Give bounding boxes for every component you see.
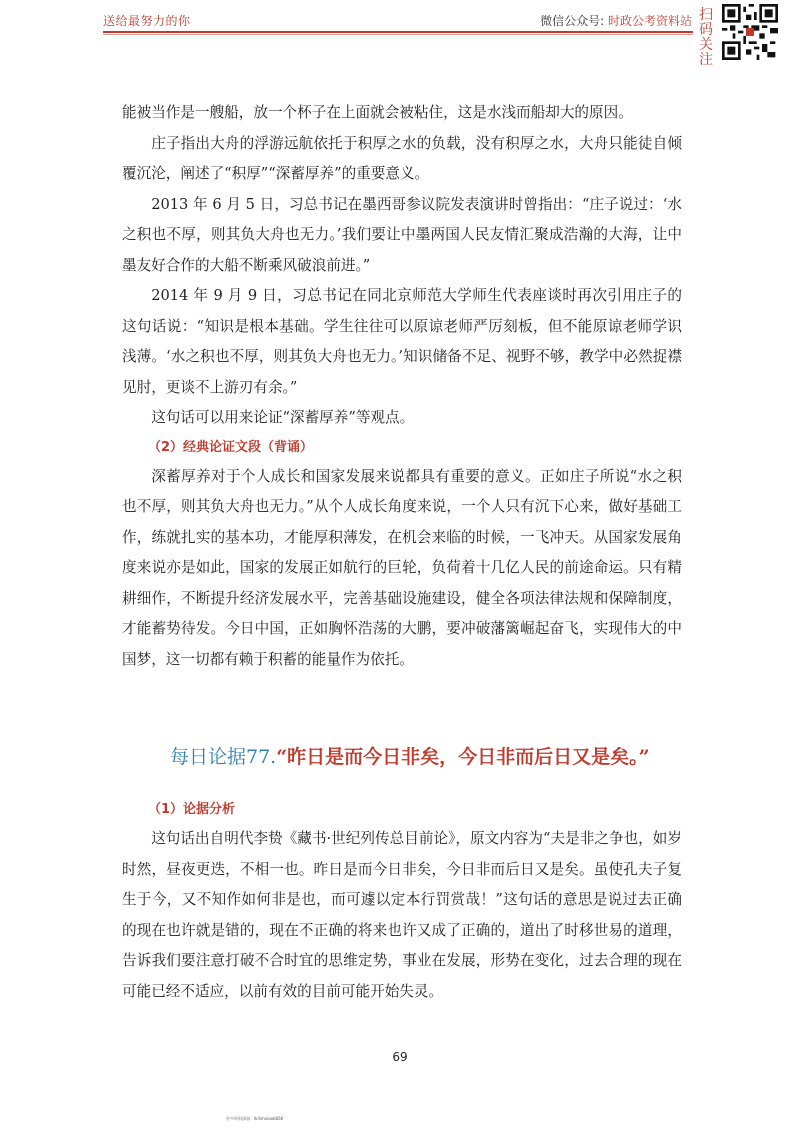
header-site-name: 时政公考资料站 [607, 14, 692, 28]
subheading-analysis: （1）论据分析 [148, 802, 236, 817]
subheading-classic: （2）经典论证文段（背诵） [148, 439, 314, 455]
page-number: 69 [392, 1050, 408, 1064]
analysis-paragraph: 这句话出自明代李贽《藏书·世纪列传总目前论》，原文内容为“夫是非之争也，如岁时然，昼夜更迭，不相一也。昨日是而今日非矣，今日非而后日又是矣。虽使孔夫子复生于今，又不知作如何非是也，而可遽以定本行罚赏哉！”这句话的意思是说过去正确的现在也许就是错的，现在不正确的将来也许又成了正确的，道出了时移世易的道理，告诉我们要注意打破不合时宜的思维定势，事业在发展，形势在变化，过去合理的现在可能已经不适应，以前有效的目前可能开始失灵。 [122, 830, 682, 1000]
section-title [170, 742, 690, 769]
scan-label: 扫码关注 [699, 7, 713, 68]
paragraph: 2014 年 9 月 9 日，习总书记在同北京师范大学师生代表座谈时再次引用庄子的这句话说：“知识是根本基础。学生往往可以原谅老师严厉刻板，但不能原谅老师学识浅薄。‘水之积也不厚，则其负大舟也无力。’知识储备不足、视野不够，教学中必然捉襟见肘，更谈不上游刃有余。” [122, 287, 682, 396]
analysis-text [122, 796, 682, 1007]
header-slogan: 送给最努力的你 [103, 14, 191, 28]
paragraph: 这句话可以用来论证“深蓄厚养”等观点。 [151, 409, 415, 426]
header-rule-thin [103, 34, 693, 35]
qr-code-icon[interactable] [722, 4, 778, 60]
paragraph: 庄子指出大舟的浮游远航依托于积厚之水的负载，没有积厚之水，大舟只能徒自倾覆沉沦，阐述了“积厚”“深蓄厚养”的重要意义。 [122, 134, 682, 182]
section-number: 每日论据77. [170, 746, 277, 768]
header-rule [103, 31, 693, 33]
classic-paragraph: 深蓄厚养对于个人成长和国家发展来说都具有重要的意义。正如庄子所说“水之积也不厚，则其负大舟也无力。”从个人成长角度来说，一个人只有沉下心来，做好基础工作，练就扎实的基本功，才能厚积薄发，在机会来临的时候，一飞冲天。从国家发展角度来说亦是如此，国家的发展正如航行的巨轮，负荷着十几亿人民的前途命运。只有精耕细作，不断提升经济发展水平，完善基础设施建设，健全各项法律法规和保障制度，才能蓄势待发。今日中国，正如胸怀浩荡的大鹏，要冲破藩篱崛起奋飞，实现伟大的中国梦，这一切都有赖于积蓄的能量作为依托。 [122, 467, 682, 668]
body-text [122, 98, 682, 675]
section-quote: “昨日是而今日非矣，今日非而后日又是矣。” [276, 746, 650, 768]
paragraph: 2013 年 6 月 5 日，习总书记在墨西哥参议院发表演讲时曾指出：“庄子说过：‘水之积也不厚，则其负大舟也无力。’我们要让中墨两国人民友情汇聚成浩瀚的大海，让中墨友好合作的大船不断乘风破浪前进。” [122, 195, 682, 274]
header-wechat [540, 12, 692, 29]
header-wechat-prefix: 微信公众号: [540, 14, 608, 28]
paragraph: 能被当作是一艘船，放一个杯子在上面就会被粘住，这是水浅而船却大的原因。 [122, 104, 633, 121]
footnote: 更多资料添加：Ikilimxiaob666 [226, 1116, 284, 1121]
